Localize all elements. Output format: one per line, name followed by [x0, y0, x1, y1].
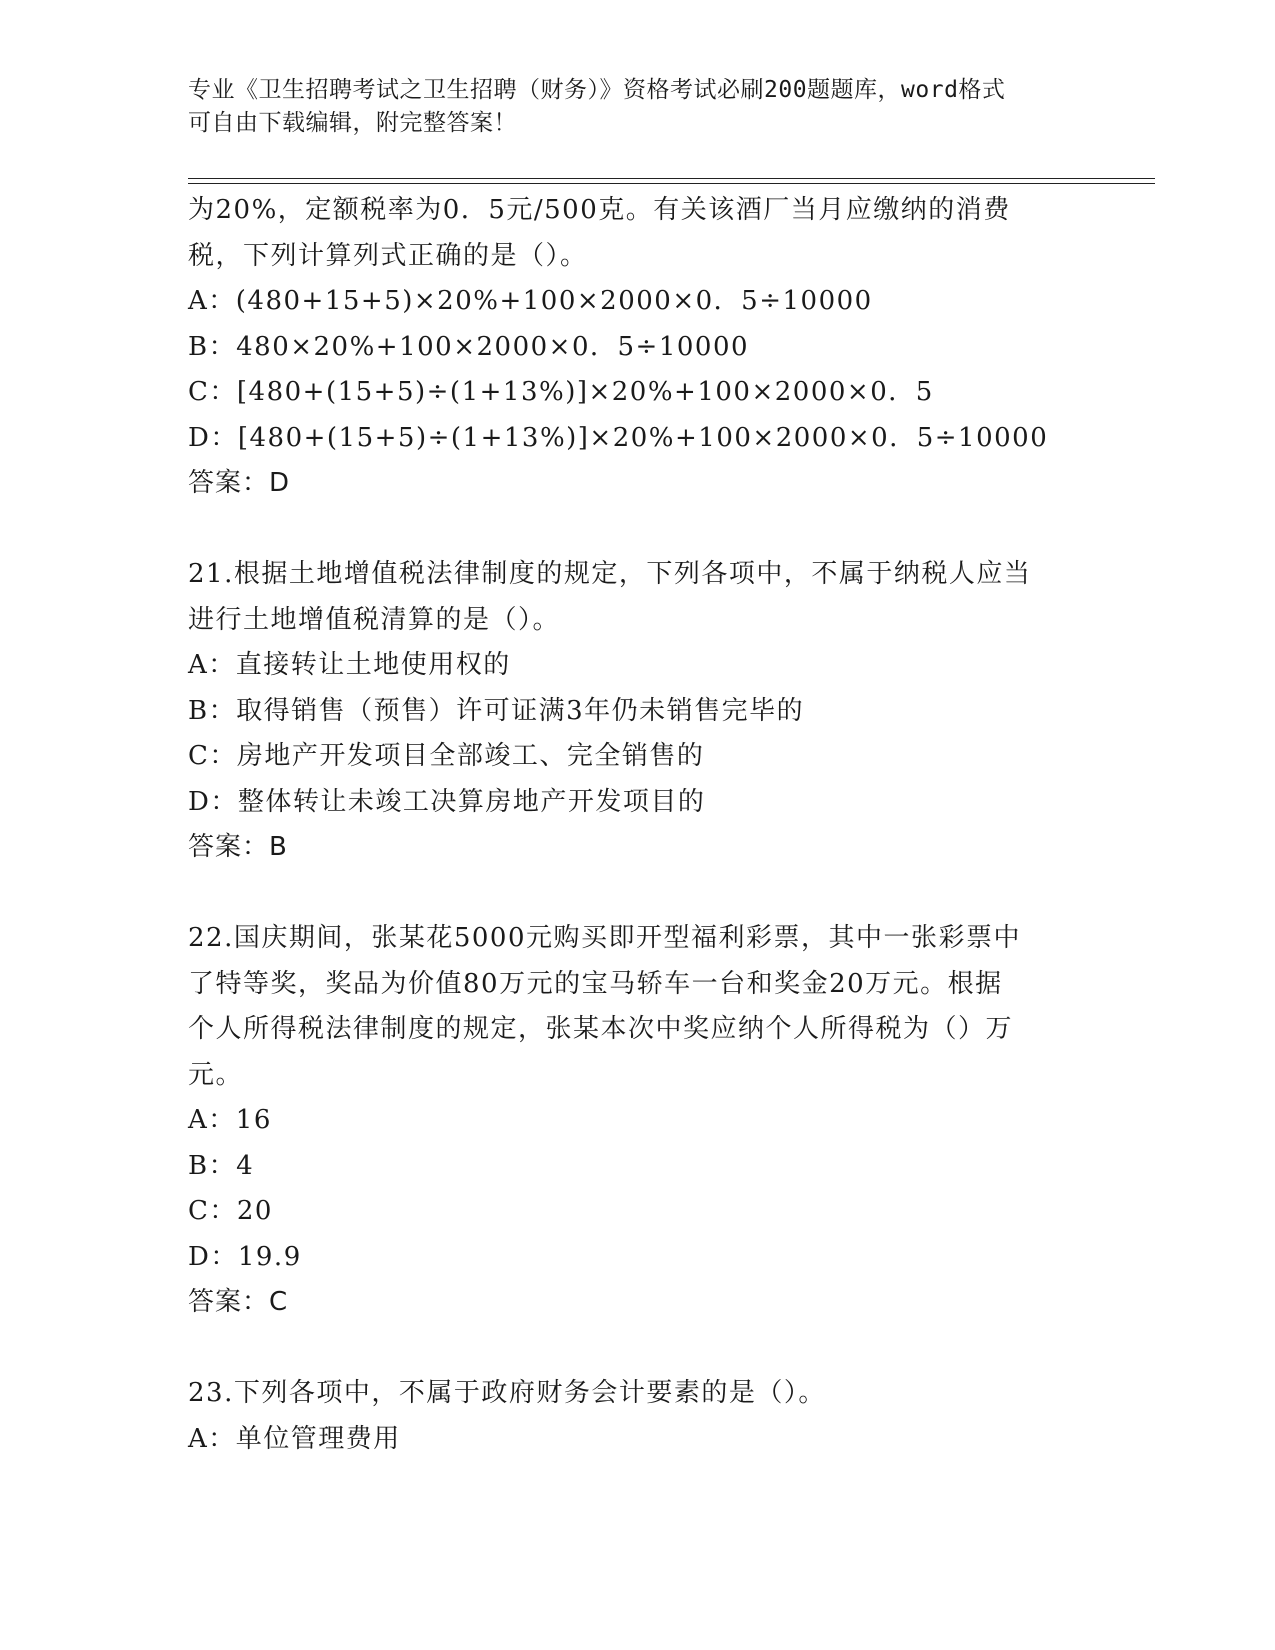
question-text: 元。: [188, 1059, 244, 1090]
question-text: 为20%，定额税率为0．5元/500克。有关该酒厂当月应缴纳的消费: [188, 195, 1011, 225]
question-text: 税，下列计算列式正确的是（）。: [188, 240, 588, 271]
option-a: A：(480+15+5)×20%+100×2000×0．5÷10000: [188, 286, 873, 316]
question-21: [188, 552, 1088, 871]
option-b: B：取得销售（预售）许可证满3年仍未销售完毕的: [188, 695, 805, 726]
answer-label: 答案：B: [188, 832, 288, 862]
option-a: A：直接转让土地使用权的: [188, 650, 511, 680]
option-c: C：20: [188, 1196, 273, 1226]
question-spacer: [188, 507, 1088, 553]
option-c: C：房地产开发项目全部竣工、完全销售的: [188, 741, 705, 771]
question-23: [188, 1371, 1088, 1462]
question-content: [188, 188, 1088, 1462]
question-spacer: [188, 871, 1088, 917]
answer-label: 答案：C: [188, 1287, 289, 1317]
question-text: 个人所得税法律制度的规定，张某本次中奖应纳个人所得税为（）万: [188, 1014, 1014, 1044]
option-a: A：单位管理费用: [188, 1423, 401, 1454]
question-text: 23.下列各项中，不属于政府财务会计要素的是（）。: [188, 1378, 826, 1408]
question-text: 进行土地增值税清算的是（）。: [188, 604, 561, 635]
option-b: B：480×20%+100×2000×0．5÷10000: [188, 331, 750, 362]
question-text: 22.国庆期间，张某花5000元购买即开型福利彩票，其中一张彩票中: [188, 923, 1022, 953]
question-20: [188, 188, 1088, 507]
answer-label: 答案：D: [188, 468, 291, 498]
option-a: A：16: [188, 1105, 272, 1135]
header-divider-bottom: [188, 183, 1155, 184]
option-c: C：[480+(15+5)÷(1+13%)]×20%+100×2000×0．5: [188, 377, 934, 407]
option-d: D：整体转让未竣工决算房地产开发项目的: [188, 786, 706, 817]
header-divider-top: [188, 178, 1155, 179]
header-line-2: 可自由下载编辑，附完整答案！: [188, 110, 517, 136]
question-spacer: [188, 1326, 1088, 1372]
header-line-1: 专业《卫生招聘考试之卫生招聘（财务）》资格考试必刷200题题库，word格式: [188, 77, 1006, 103]
question-text: 21.根据土地增值税法律制度的规定，下列各项中，不属于纳税人应当: [188, 559, 1032, 589]
question-text: 了特等奖，奖品为价值80万元的宝马轿车一台和奖金20万元。根据: [188, 968, 1003, 999]
document-header: [188, 74, 1088, 140]
option-d: D：[480+(15+5)÷(1+13%)]×20%+100×2000×0．5÷10000: [188, 422, 1049, 453]
option-b: B：4: [188, 1150, 255, 1181]
question-22: [188, 916, 1088, 1326]
option-d: D：19.9: [188, 1241, 302, 1272]
